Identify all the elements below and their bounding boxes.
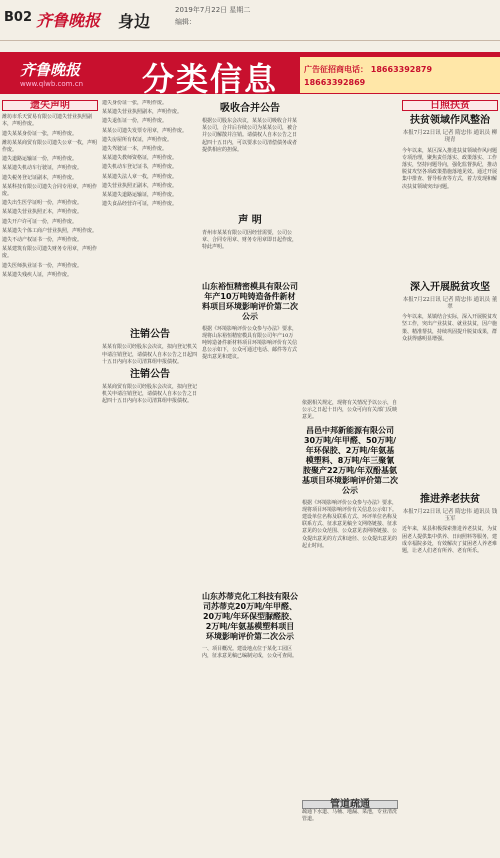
banner-logo: 齐鲁晚报 [20, 61, 81, 79]
notice-item: 遗失税务登记证副本，声明作废。 [2, 174, 78, 181]
news-body-3: 近年来，某县积极探索推进养老扶贫，为贫困老人提供集中供养、日间照料等服务，建成幸福院多处，有效解决了贫困老人养老难题，让老人们老有所养、老有所乐。 [402, 526, 498, 555]
news-section-header: 日照扶贫 [402, 100, 498, 111]
meta-editor: 编辑： [175, 18, 196, 26]
notice-item: 遗失出生医学证明一份，声明作废。 [2, 200, 83, 207]
notice-body: 依据相关规定，现将有关情况予以公示，自公示之日起十日内，公众可向有关部门反映意见。 [302, 400, 398, 421]
page-number: B02 [4, 10, 32, 25]
hotline-number-2: 18663392869 [304, 78, 366, 87]
masthead-meta [175, 4, 250, 28]
notice-item: 某某遗失营业执照正本，声明作废。 [2, 209, 83, 216]
statement-title: 声 明 [238, 215, 262, 227]
meta-date: 2019年7月22日 星期二 [175, 6, 251, 14]
env-notice-title: 山东裕恒精密模具有限公司年产10万吨铸造备件新材料项目环境影响评价第二次公示 [202, 281, 298, 321]
hotline-box [300, 57, 500, 93]
notice-item: 遗失驾驶证一本，声明作废。 [102, 146, 168, 153]
cancel-body: 某某商贸有限公司经股东会决议，拟向登记机关申请注销登记，请债权人自本公告之日起四十五日内向本公司清算组申报债权。 [102, 384, 198, 405]
banner-url: www.qlwb.com.cn [20, 80, 83, 88]
column-merger-statement [202, 100, 298, 854]
cancel-title: 注销公告 [130, 369, 170, 381]
lost-notice-title: 遗失声明 [2, 100, 98, 111]
masthead [0, 0, 500, 41]
env-notice-title-2: 山东苏蒂克化工科技有限公司苏蒂克20万吨/年甲醛、20万吨/年环保型脲醛胶、2万吨/年氨基模塑料项目环境影响评价第二次公示 [202, 591, 298, 641]
notice-item: 遗失身份证一张，声明作废。 [102, 100, 168, 106]
news-title-2: 深入开展脱贫攻坚 [410, 281, 490, 293]
news-byline-1: 本报7月22日讯 记者 隋忠伟 通讯员 柳现青 [402, 130, 498, 144]
channel-title: 管道疏通 [302, 800, 398, 809]
notice-item: 某某遗失个体工商户营业执照，声明作废。 [2, 227, 98, 234]
column-env-notices [302, 100, 398, 854]
notice-item: 潍坊某某商贸有限公司遗失公章一枚，声明作废。 [2, 139, 98, 154]
column-news [402, 100, 498, 854]
hotline-label: 广告征招商电话： [304, 65, 368, 74]
news-title-1: 扶贫领域作风整治 [410, 115, 490, 127]
statement-body: 青州市某某有限公司因经营需要，公司公章、合同专用章、财务专用章即日起作废，特此声明。 [202, 230, 298, 251]
notice-item: 遗失不动产权证书一份，声明作废。 [2, 237, 83, 244]
notice-item: 遗失道路运输证一份，声明作废。 [2, 156, 78, 163]
notice-item: 遗失退伍证一份，声明作废。 [102, 118, 168, 125]
cancel-body: 某某有限公司经股东会决议，拟向登记机关申请注销登记，请债权人自本公告之日起四十五日内向本公司清算组申报债权。 [102, 344, 198, 365]
notice-item: 某某遗失道路运输证，声明作废。 [102, 192, 178, 199]
news-body-2: 今年以来，某镇结合实际，深入开展脱贫攻坚工作，突出产业扶贫、就业扶贫，因户施策、精准帮扶，持续巩固提升脱贫成果，群众获得感明显增强。 [402, 314, 498, 342]
notice-item: 遗失食品经营许可证，声明作废。 [102, 201, 178, 208]
notice-item: 遗失营业执照正副本，声明作废。 [102, 182, 178, 189]
merger-title: 吸收合并公告 [220, 103, 280, 114]
news-body-1: 今年以来，某区深入推进扶贫领域作风问题专项治理，聚焦责任落实、政策落实、工作落实，坚持问题导向，强化监督执纪，推动脱贫攻坚各项政策措施落地见效。通过开展集中排查、督导检查等方式，着力发现和解决扶贫领域突出问题。 [402, 147, 498, 190]
newspaper-logo: 齐鲁晚报 [36, 11, 101, 30]
classified-banner [0, 52, 500, 98]
section-name: 身边 [118, 12, 151, 31]
notice-item: 某某建筑有限公司遗失财务专用章，声明作废。 [2, 246, 98, 260]
notice-item: 某某遗失法人章一枚，声明作废。 [102, 173, 178, 180]
notice-item: 遗失某某身份证一张，声明作废。 [2, 130, 78, 137]
channel-body: 疏通下水道、马桶、地漏、菜池，专业清洗管道。 [302, 809, 398, 823]
env-notice-body: 根据《环境影响评价公众参与办法》要求，现将山东裕恒精密模具有限公司年产10万吨铸造备件新材料项目环境影响评价有关信息公示如下，公众可通过电话、邮件等方式提出意见和建议。 [202, 325, 298, 361]
env-notice-title-3: 昌邑中邦新能源有限公司30万吨/年甲醛、50万吨/年环保胶、2万吨/年氨基模塑料、8万吨/年三聚氰胺聚产22万吨/年双酚基氨基项目环境影响评价第二次公示 [302, 425, 398, 495]
news-title-3: 推进养老扶贫 [420, 494, 480, 506]
column-notices-cancel [102, 100, 198, 854]
banner-title: 分类信息 [142, 60, 279, 98]
news-byline-2: 本报7月22日讯 记者 隋忠伟 通讯员 董翠 [402, 296, 498, 311]
notice-item: 遗失医师执业证书一份，声明作废。 [2, 262, 83, 269]
notice-item: 遗失房屋所有权证，声明作废。 [102, 136, 173, 143]
env-notice-body-2: 一、项目概况。建设地点位于某化工园区内，征求意见稿已编制完成，公众可查阅。 [202, 645, 298, 659]
notice-item: 某某遗失教师资格证，声明作废。 [102, 155, 178, 162]
notice-item: 潍坊市乐天贸易有限公司遗失营业执照副本，声明作废。 [2, 114, 93, 128]
notice-item: 某某遗失机动车行驶证，声明作废。 [2, 165, 83, 172]
merger-body: 根据公司股东会决议，某某公司吸收合并某某公司，合并后存续公司为某某公司，被合并公司解散并注销。请债权人自本公告之日起四十五日内，可以要求公司清偿债务或者提供相应的担保。 [202, 118, 298, 153]
news-byline-3: 本报7月22日讯 记者 隋忠伟 通讯员 钱玉军 [402, 509, 498, 523]
notice-item: 遗失机动车登记证书，声明作废。 [102, 164, 178, 171]
notice-item: 遗失开户许可证一份，声明作废。 [2, 218, 78, 225]
env-notice-body-3: 根据《环境影响评价公众参与办法》要求，现将项目环境影响评价有关信息公示如下。建设单位名称及联系方式、环评单位名称及联系方式、征求意见稿全文网络链接、征求意见的公众范围、公众意见表网络链接、公众提出意见的方式和途径、公众提出意见的起止时间。 [302, 499, 398, 549]
notice-item: 某某公司遗失发票专用章，声明作废。 [102, 127, 188, 134]
cancel-title: 注销公告 [130, 329, 170, 341]
hotline-number-1: 18663392879 [370, 65, 433, 74]
notice-item: 某某遗失残疾人证，声明作废。 [2, 271, 73, 278]
notice-item: 某某遗失营业执照副本，声明作废。 [102, 109, 183, 116]
column-lost-notices [2, 100, 98, 854]
notice-item: 某某科技有限公司遗失合同专用章，声明作废。 [2, 183, 98, 198]
